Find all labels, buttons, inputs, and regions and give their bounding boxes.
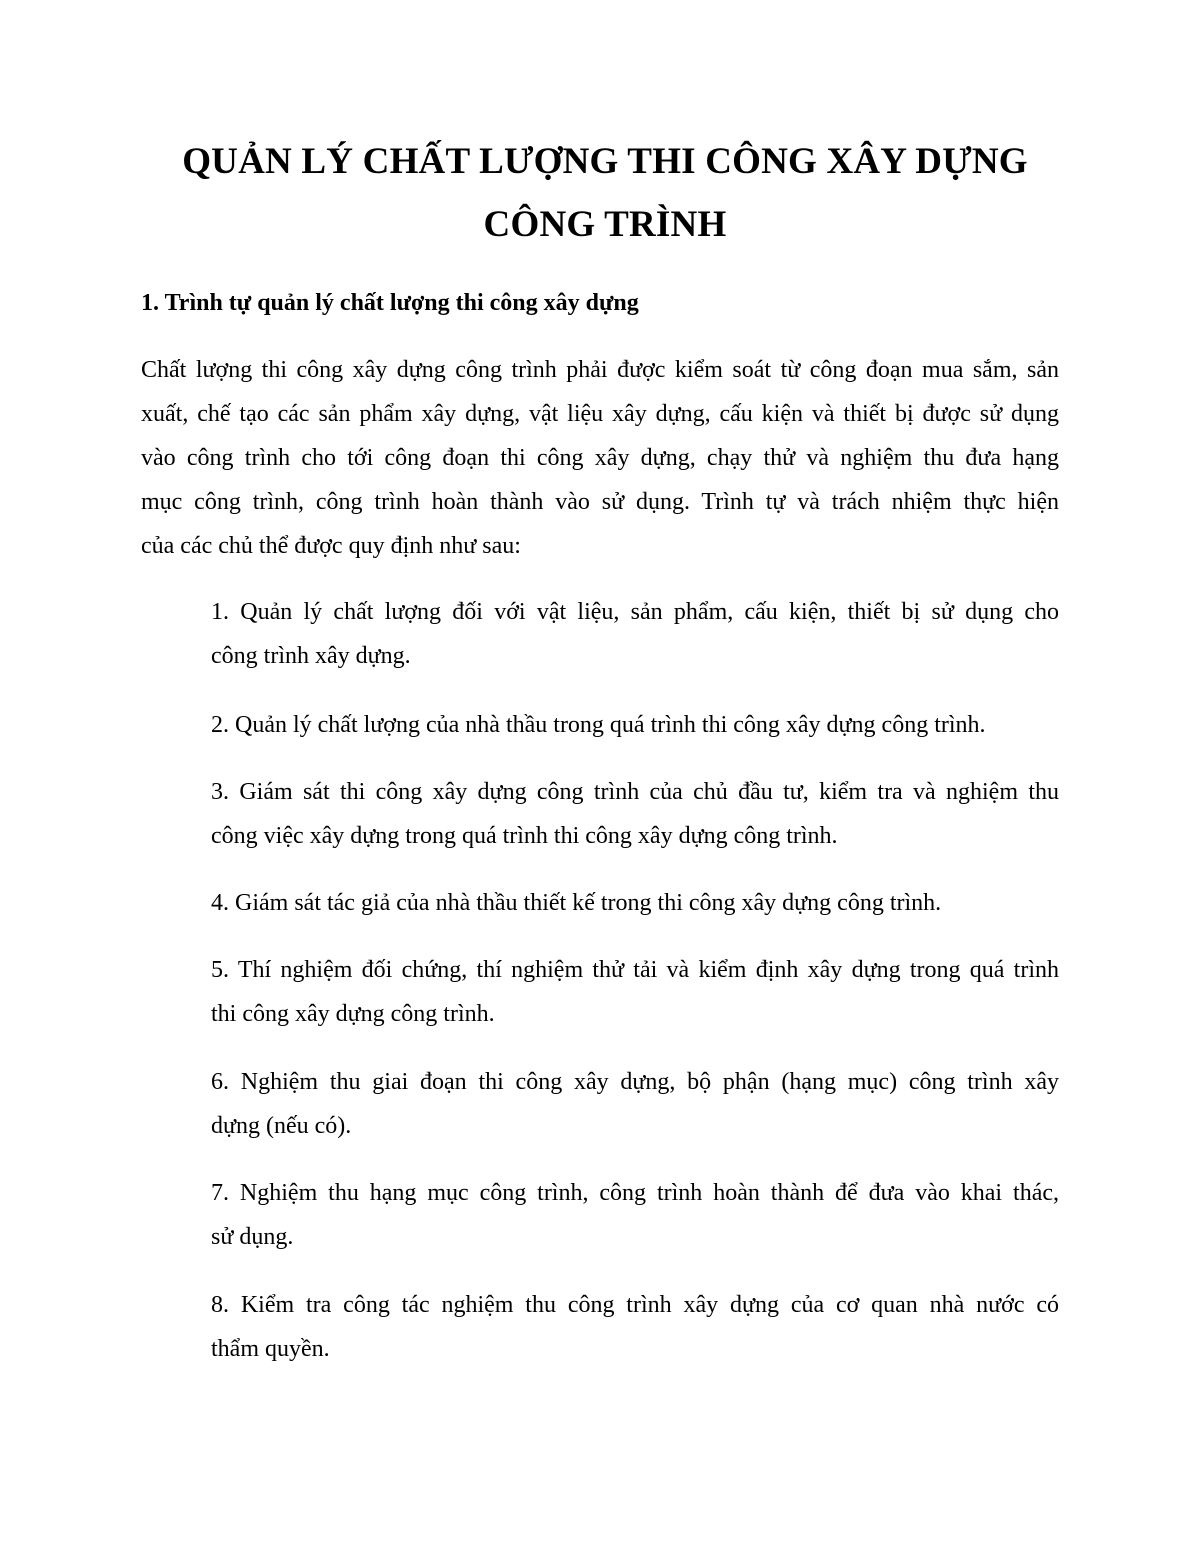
document-title-line-2: CÔNG TRÌNH: [483, 204, 727, 245]
list-item-line: thẩm quyền.: [211, 1336, 330, 1362]
list-item-line: dựng (nếu có).: [211, 1113, 352, 1139]
list-item-line: 4. Giám sát tác giả của nhà thầu thiết kế trong thi công xây dựng công trình.: [211, 890, 942, 916]
list-item-line: sử dụng.: [211, 1224, 294, 1250]
list-item-line: thi công xây dựng công trình.: [211, 1001, 495, 1027]
paragraph-line: Chất lượng thi công xây dựng công trình phải được kiểm soát từ công đoạn mua sắm, sản: [141, 357, 1059, 383]
list-item-line: 6. Nghiệm thu giai đoạn thi công xây dựng, bộ phận (hạng mục) công trình xây: [211, 1069, 1059, 1095]
paragraph-line: mục công trình, công trình hoàn thành vào sử dụng. Trình tự và trách nhiệm thực hiện: [141, 489, 1059, 515]
list-item-line: công trình xây dựng.: [211, 643, 411, 669]
paragraph-line: vào công trình cho tới công đoạn thi công xây dựng, chạy thử và nghiệm thu đưa hạng: [141, 445, 1059, 471]
list-item-line: 2. Quản lý chất lượng của nhà thầu trong quá trình thi công xây dựng công trình.: [211, 712, 986, 738]
paragraph-line: của các chủ thể được quy định như sau:: [141, 533, 521, 559]
list-item-line: 1. Quản lý chất lượng đối với vật liệu, sản phẩm, cấu kiện, thiết bị sử dụng cho: [211, 599, 1059, 625]
paragraph-line: xuất, chế tạo các sản phẩm xây dựng, vật liệu xây dựng, cấu kiện và thiết bị được sử dụng: [141, 401, 1059, 427]
list-item-line: công việc xây dựng trong quá trình thi công xây dựng công trình.: [211, 823, 838, 849]
list-item-line: 3. Giám sát thi công xây dựng công trình của chủ đầu tư, kiểm tra và nghiệm thu: [211, 779, 1059, 805]
list-item-line: 5. Thí nghiệm đối chứng, thí nghiệm thử tải và kiểm định xây dựng trong quá trình: [211, 957, 1059, 983]
list-item-line: 7. Nghiệm thu hạng mục công trình, công trình hoàn thành để đưa vào khai thác,: [211, 1180, 1059, 1206]
section-heading: 1. Trình tự quản lý chất lượng thi công xây dựng: [141, 290, 639, 316]
document-title-line-1: QUẢN LÝ CHẤT LƯỢNG THI CÔNG XÂY DỰNG: [182, 141, 1028, 182]
list-item-line: 8. Kiểm tra công tác nghiệm thu công trình xây dựng của cơ quan nhà nước có: [211, 1292, 1059, 1318]
